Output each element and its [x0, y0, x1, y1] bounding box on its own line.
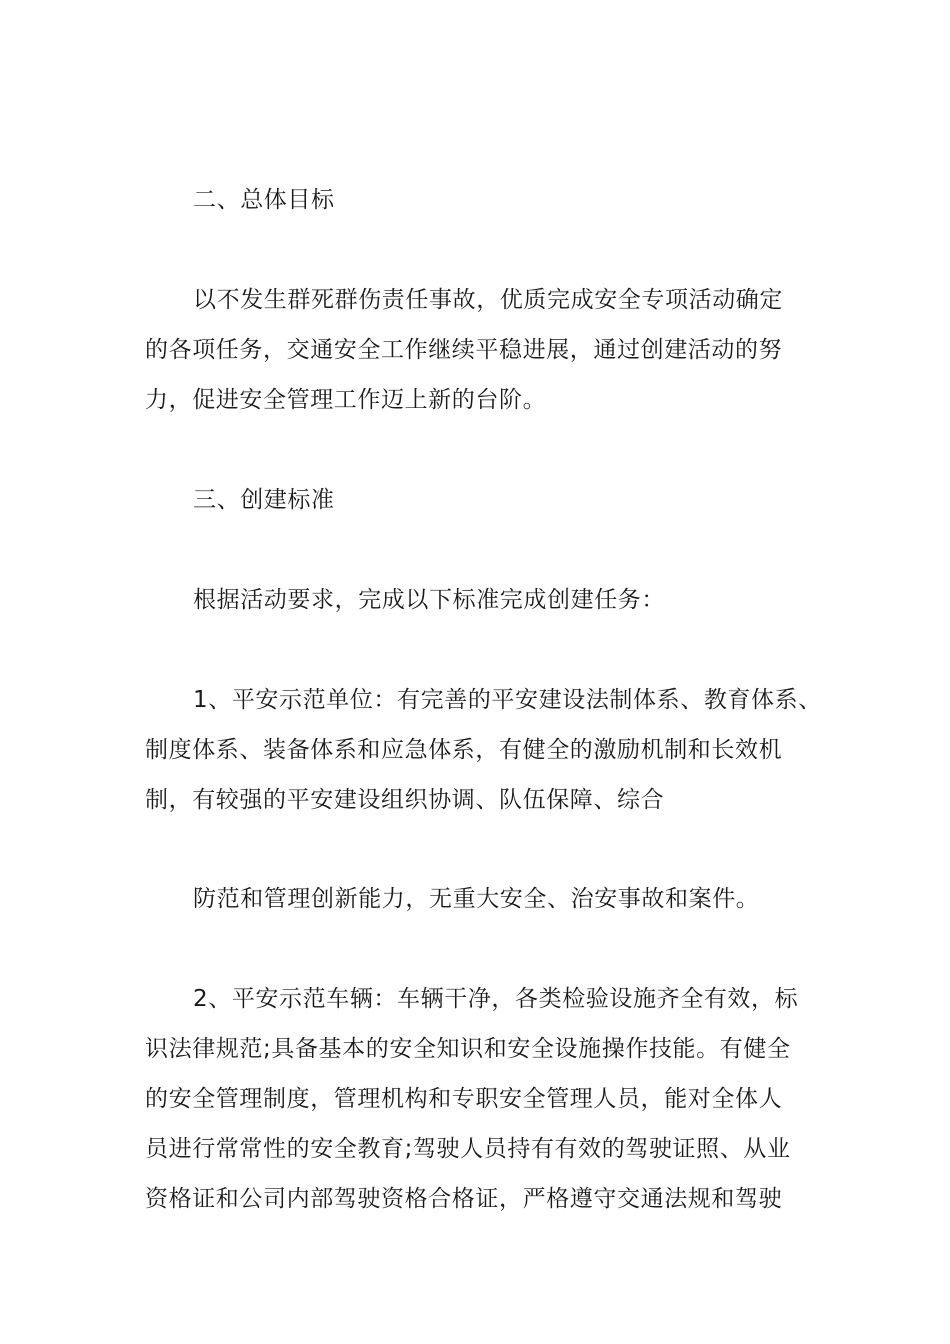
item-2-line: 识法律规范;具备基本的安全知识和安全设施操作技能。有健全 [145, 1036, 791, 1062]
item-2-line: 2、平安示范车辆：车辆干净，各类检验设施齐全有效，标 [193, 986, 799, 1012]
item-2-line: 资格证和公司内部驾驶资格合格证，严格遵守交通法规和驾驶 [145, 1186, 783, 1212]
intro-paragraph: 根据活动要求，完成以下标准完成创建任务： [193, 587, 665, 613]
item-2-line: 的安全管理制度，管理机构和专职安全管理人员，能对全体人 [145, 1086, 783, 1112]
goal-paragraph-line: 以不发生群死群伤责任事故，优质完成安全专项活动确定 [193, 287, 783, 313]
section-heading-standards: 三、创建标准 [193, 487, 335, 513]
section-heading-overall-goal: 二、总体目标 [193, 187, 335, 213]
item-1-line: 制，有较强的平安建设组织协调、队伍保障、综合 [145, 787, 665, 813]
item-1-continuation: 防范和管理创新能力，无重大安全、治安事故和案件。 [193, 886, 760, 912]
item-1-line: 制度体系、装备体系和应急体系，有健全的激励机制和长效机 [145, 737, 783, 763]
item-2-line: 员进行常常性的安全教育;驾驶人员持有有效的驾驶证照、从业 [145, 1136, 791, 1162]
item-1-line: 1、平安示范单位：有完善的平安建设法制体系、教育体系、 [193, 687, 822, 713]
goal-paragraph-line: 的各项任务，交通安全工作继续平稳进展，通过创建活动的努 [145, 337, 783, 363]
goal-paragraph-line: 力，促进安全管理工作迈上新的台阶。 [145, 387, 547, 413]
